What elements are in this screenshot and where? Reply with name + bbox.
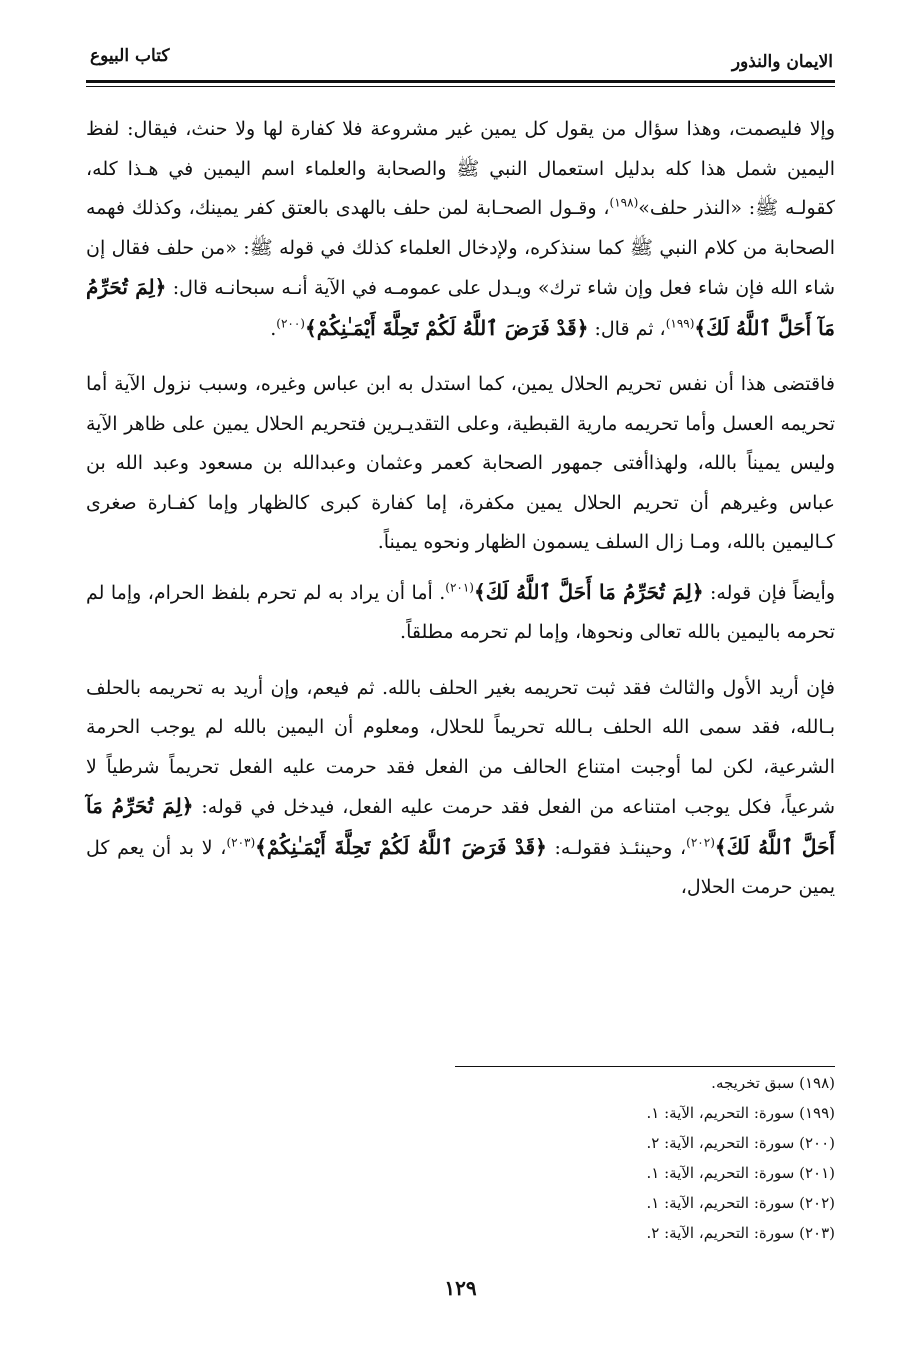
text-run: ، لا بد أن يعم كل يمين حرمت الحلال، — [86, 836, 835, 898]
paragraph-4 — [86, 669, 835, 908]
paragraph-2 — [86, 365, 835, 563]
footnote-ref: (٢٠٢) — [686, 835, 715, 850]
footnote-ref: (١٩٩) — [665, 316, 695, 331]
footnote: (٢٠٠) سورة: التحريم، الآية: ٢. — [646, 1134, 835, 1152]
text-run: وأيضاً فإن قوله: — [703, 581, 835, 604]
quran-verse: ﴿لِمَ تُحَرِّمُ مَآ أَحَلَّ ٱللَّهُ لَكَ﴾ — [86, 794, 835, 859]
text-run: فإن أريد الأول والثالث فقد ثبت تحريمه بغير الحلف بالله. ثم فيعم، وإن أريد به تحريمه بالحلف بـالله، فقد سمى الله الحلف بـالله تحريماً للحلال، ومعلوم أن اليمين بالله لم يوجب الحرمة الشرعية، لكن لما أوجبت امتناع الحالف من الفعل فقد حرمت عليه الفعل تحريماً شرطياً لا شرعياً، فكل يوجب امتناعه من الفعل فقد حرمت عليه الفعل، فيدخل في قوله: — [86, 676, 836, 818]
text-run: فاقتضى هذا أن نفس تحريم الحلال يمين، كما استدل به ابن عباس وغيره، وسبب نزول الآية أما تحريمه العسل وأما تحريمه مارية القبطية، وعلى التقديـرين فتحريم الحلال يمين على ظاهر الآية وليس يميناً بالله، ولهذاأفتى جمهور الصحابة كعمر وعثمان وعبدالله بن مسعود وعبد الله بن عباس وغيرهم أن تحريم الحلال يمين مكفرة، إما كفارة كبرى كالظهار وإما كفـارة صغرى كـاليمين بالله، ومـا زال السلف يسمون الظهار ونحوه يميناً. — [86, 373, 835, 553]
text-run: . — [270, 317, 277, 340]
text-run: وإلا فليصمت، وهذا سؤال من يقول كل يمين غير مشروعة فلا كفارة لها ولا حنث، فيقال: لفظ اليمين شمل هذا كله بدليل استعمال النبي ﷺ والصحابة والعلماء اسم اليمين في هـذا كله، كقولـه ﷺ: «النذر حلف» — [86, 118, 835, 219]
text-run: ، وحينئـذ فقولـه: — [546, 836, 687, 859]
running-header — [86, 46, 835, 74]
paragraph-3 — [86, 573, 835, 653]
footnote-ref: (٢٠١) — [445, 580, 474, 595]
footnote-ref: (٢٠٠) — [276, 316, 305, 331]
quran-verse: ﴿لِمَ تُحَرِّمُ مَا أَحَلَّ ٱللَّهُ لَكَ﴾ — [473, 579, 704, 604]
main-text — [86, 110, 835, 923]
text-run: ، وقـول الصحـابة لمن حلف بالهدى بالعتق كفر يمينك، وكذلك فهمه الصحابة من كلام النبي ﷺ كما سنذكره، ولإدخال العلماء كذلك في قوله ﷺ: «من حلف فقال إن شاء الله فإن شاء فعل وإن شاء ترك» ويـدل على عمومـه في الآية أنـه سبحانـه قال: — [86, 197, 836, 299]
header-rule-thin — [86, 86, 835, 87]
footnote: (٢٠٣) سورة: التحريم، الآية: ٢. — [646, 1224, 835, 1242]
footnote-ref: (١٩٨) — [609, 195, 639, 210]
text-run: ، ثم قال: — [588, 317, 666, 340]
quran-verse: ﴿قَدْ فَرَضَ ٱللَّهُ لَكُمْ تَحِلَّةَ أَيْمَـٰنِكُمْ﴾ — [304, 315, 589, 340]
footnote: (٢٠٢) سورة: التحريم، الآية: ١. — [646, 1194, 835, 1212]
quran-verse: ﴿لِمَ تُحَرِّمُ مَآ أَحَلَّ ٱللَّهُ لَكَ﴾ — [86, 275, 835, 340]
chapter-title: الايمان والنذور — [731, 52, 833, 72]
header-rule-thick — [86, 80, 835, 83]
footnote: (١٩٨) سبق تخريجه. — [711, 1074, 835, 1092]
footnotes — [86, 1068, 835, 1248]
footnote-ref: (٢٠٣) — [226, 835, 256, 850]
footnote: (٢٠١) سورة: التحريم، الآية: ١. — [646, 1164, 835, 1182]
book-title: كتاب البيوع — [90, 46, 170, 66]
page-number: ١٢٩ — [444, 1276, 477, 1300]
quran-verse: ﴿قَدْ فَرَضَ ٱللَّهُ لَكُمْ تَحِلَّةَ أَيْمَـٰنِكُمْ﴾ — [255, 834, 547, 859]
footnote: (١٩٩) سورة: التحريم، الآية: ١. — [646, 1104, 835, 1122]
book-page — [86, 0, 835, 1358]
text-run: . أما أن يراد به لم تحرم بلفظ الحرام، وإما لم تحرمه باليمين بالله تعالى ونحوها، وإما لم تحرمه مطلقاً. — [86, 581, 835, 643]
footnote-separator — [455, 1066, 835, 1067]
paragraph-1 — [86, 110, 835, 349]
